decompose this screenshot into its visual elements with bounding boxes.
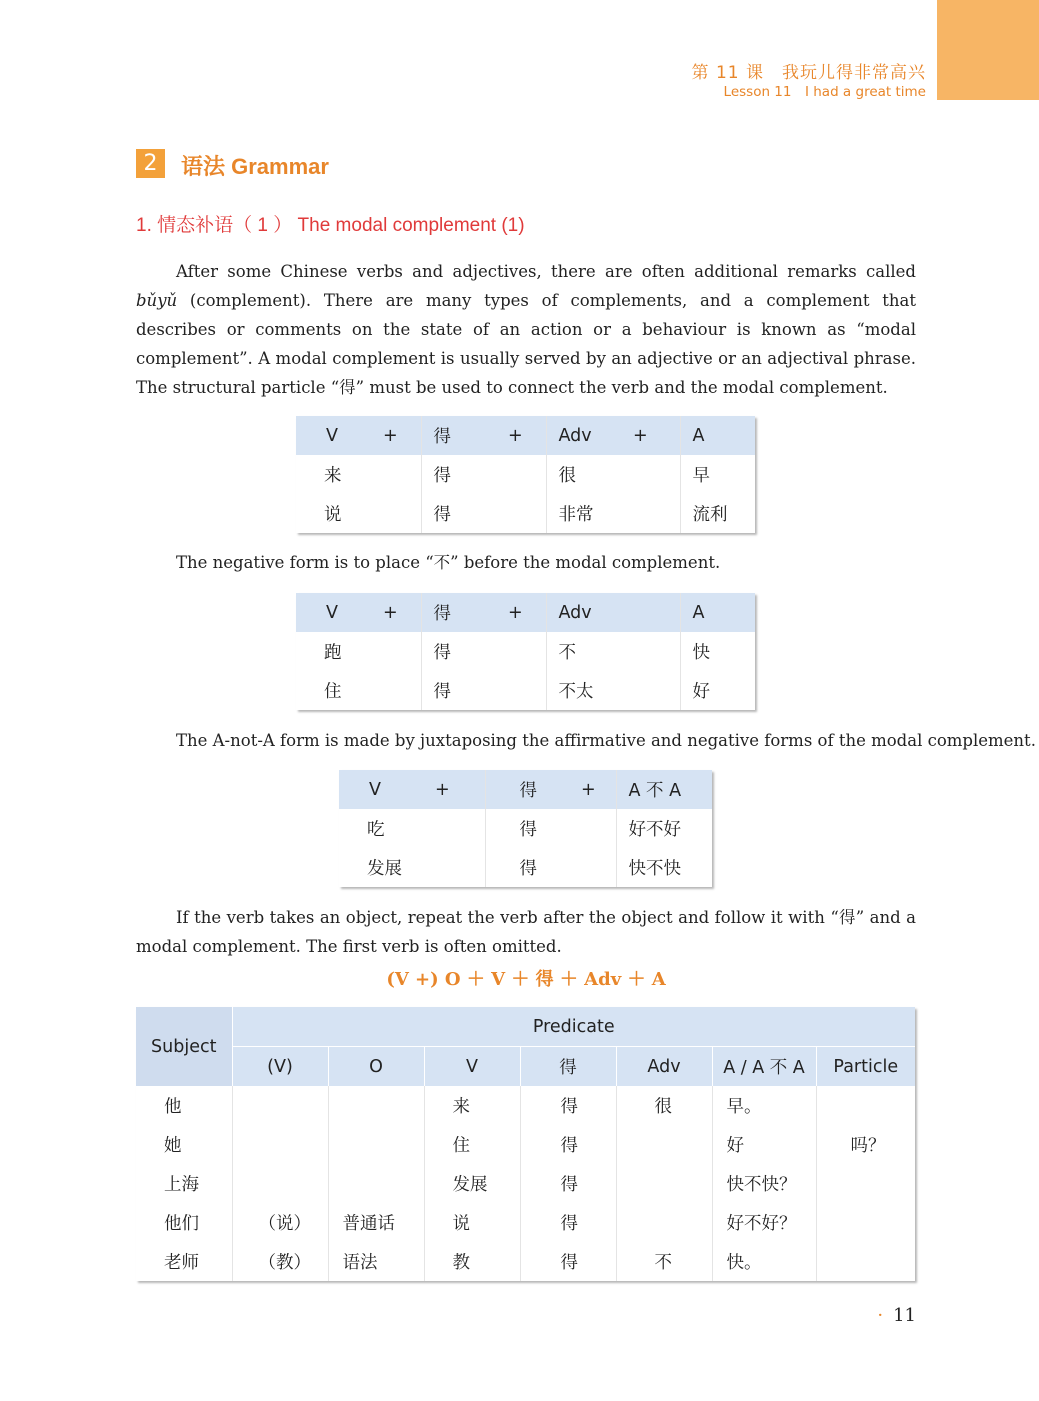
header-cell [621,593,680,632]
cell [232,1164,328,1203]
header-cell: + [508,602,523,623]
negative-form-paragraph: The negative form is to place “不” before the modal complement. [176,553,721,572]
page-number [877,1305,916,1326]
pattern-table-negative [296,593,755,710]
cell: 得 [485,848,581,887]
cell: 早。 [712,1086,816,1125]
header-cell: + [581,779,596,800]
table-row [339,848,712,887]
cell [328,1164,424,1203]
cell: 上海 [164,1175,199,1195]
table-subheader-row [136,1047,915,1087]
cell: 很 [616,1086,712,1125]
cell [581,848,616,887]
table-row [136,1203,915,1242]
cell: 快 [680,632,755,671]
table-header-row [296,593,755,632]
cell: 不 [546,632,621,671]
cell: 来 [324,466,342,486]
header-cell: + [383,602,398,623]
cell: 说 [424,1203,520,1242]
cell [816,1242,915,1281]
cell: 发展 [367,859,402,879]
cell: 老师 [164,1253,199,1273]
cell: 得 [520,1242,616,1281]
cell: 不 [616,1242,712,1281]
cell [621,494,680,533]
cell: 吃 [367,820,385,840]
cell [371,494,421,533]
cell: 住 [324,682,342,702]
cell [435,809,485,848]
cell: 得 [520,1086,616,1125]
table-row [296,632,755,671]
cell [232,1086,328,1125]
cell: 她 [164,1136,182,1156]
column-header: Adv [616,1047,712,1087]
a-not-a-paragraph: The A-not-A form is made by juxtaposing the affirmative and negative forms of the modal complement. [176,731,1036,750]
table-row [339,809,712,848]
table-row [136,1164,915,1203]
cell [371,632,421,671]
cell [496,494,546,533]
cell [435,848,485,887]
header-cell: + [508,425,523,446]
column-header: (V) [232,1047,328,1087]
table-row [136,1125,915,1164]
cell: 教 [424,1242,520,1281]
bullet-dot-icon: · [877,1305,884,1326]
cell: 早 [680,455,755,494]
cell: 得 [421,632,496,671]
cell [371,455,421,494]
cell: 流利 [680,494,755,533]
column-header: Particle [816,1047,915,1087]
cell: 他们 [164,1214,199,1234]
column-header: O [328,1047,424,1087]
table-row [296,455,755,494]
header-cell: A [680,593,755,632]
header-cell: Adv [546,416,621,455]
header-cell: V [326,425,338,446]
header-cell: 得 [421,593,496,632]
column-header: 得 [520,1047,616,1087]
cell: 得 [421,671,496,710]
pattern-table-a-not-a [339,770,712,887]
header-cell: V [369,779,381,800]
header-cell: 得 [485,770,581,809]
header-cell: A 不 A [616,770,712,809]
column-header: V [424,1047,520,1087]
cell: 他 [164,1097,182,1117]
cell [581,809,616,848]
subsection-title: 1. 情态补语（ 1 ） The modal complement (1) [136,215,525,236]
cell: 得 [421,494,496,533]
predicate-header: Predicate [232,1007,915,1047]
cell [232,1125,328,1164]
cell: 来 [424,1086,520,1125]
cell: 住 [424,1125,520,1164]
pattern-table-affirmative [296,416,755,533]
cell: 普通话 [328,1203,424,1242]
header-cell: + [435,779,450,800]
cell [616,1125,712,1164]
header-cell: + [383,425,398,446]
table-header-row [136,1007,915,1047]
header-cell: A [680,416,755,455]
cell [816,1203,915,1242]
cell [371,671,421,710]
cell [496,671,546,710]
running-header-chinese: 第 11 课 我玩儿得非常高兴 [691,63,926,83]
section-number-badge: 2 [136,149,165,178]
cell [621,455,680,494]
cell: （说） [232,1203,328,1242]
table-row [296,671,755,710]
cell: 说 [324,505,342,525]
cell [621,671,680,710]
cell: 得 [520,1164,616,1203]
running-header-english: Lesson 11 I had a great time [723,84,926,100]
cell [616,1164,712,1203]
cell: 发展 [424,1164,520,1203]
table-header-row [296,416,755,455]
header-cell: 得 [421,416,496,455]
cell: 语法 [328,1242,424,1281]
header-cell: V [326,602,338,623]
cell: 好 [680,671,755,710]
cell [816,1086,915,1125]
cell: 得 [520,1203,616,1242]
cell [328,1125,424,1164]
cell [328,1086,424,1125]
cell: 快不快？ [712,1164,816,1203]
cell: 吗？ [816,1125,915,1164]
cell: 跑 [324,643,342,663]
cell: 得 [485,809,581,848]
cell: 快。 [712,1242,816,1281]
table-row [136,1242,915,1281]
cell [616,1203,712,1242]
formula-pattern: (V +) O ＋ V ＋ 得 ＋ Adv ＋ A [386,969,666,990]
cell: （教） [232,1242,328,1281]
cell: 得 [421,455,496,494]
cell [621,632,680,671]
cell: 不太 [546,671,621,710]
cell [496,632,546,671]
cell: 好 [712,1125,816,1164]
table-row [296,494,755,533]
intro-paragraph: After some Chinese verbs and adjectives, there are often additional remarks called bǔyǔ (complement). There are many types of complements, and a complement that describes or comments on the state of an action or a behaviour is known as “modal complement”. A modal complement is usually served by an adjective or an adjectival phrase. The structural particle “得” must be used to connect the verb and the modal complement. [136,262,916,397]
corner-tab [937,0,1039,100]
cell: 非常 [546,494,621,533]
table-header-row [339,770,712,809]
subject-predicate-table [136,1007,915,1281]
cell: 快不快 [616,848,712,887]
column-header: A / A 不 A [712,1047,816,1087]
section-title: 语法 Grammar [181,154,329,179]
cell [816,1164,915,1203]
header-cell: + [633,425,648,446]
subject-header: Subject [136,1007,232,1086]
cell: 好不好？ [712,1203,816,1242]
page-number-value: 11 [893,1305,916,1326]
object-paragraph: If the verb takes an object, repeat the verb after the object and follow it with “得” and a modal complement. The first verb is often omitted. [136,908,916,956]
cell: 好不好 [616,809,712,848]
cell: 得 [520,1125,616,1164]
table-row [136,1086,915,1125]
header-cell: Adv [546,593,621,632]
cell [496,455,546,494]
cell: 很 [546,455,621,494]
